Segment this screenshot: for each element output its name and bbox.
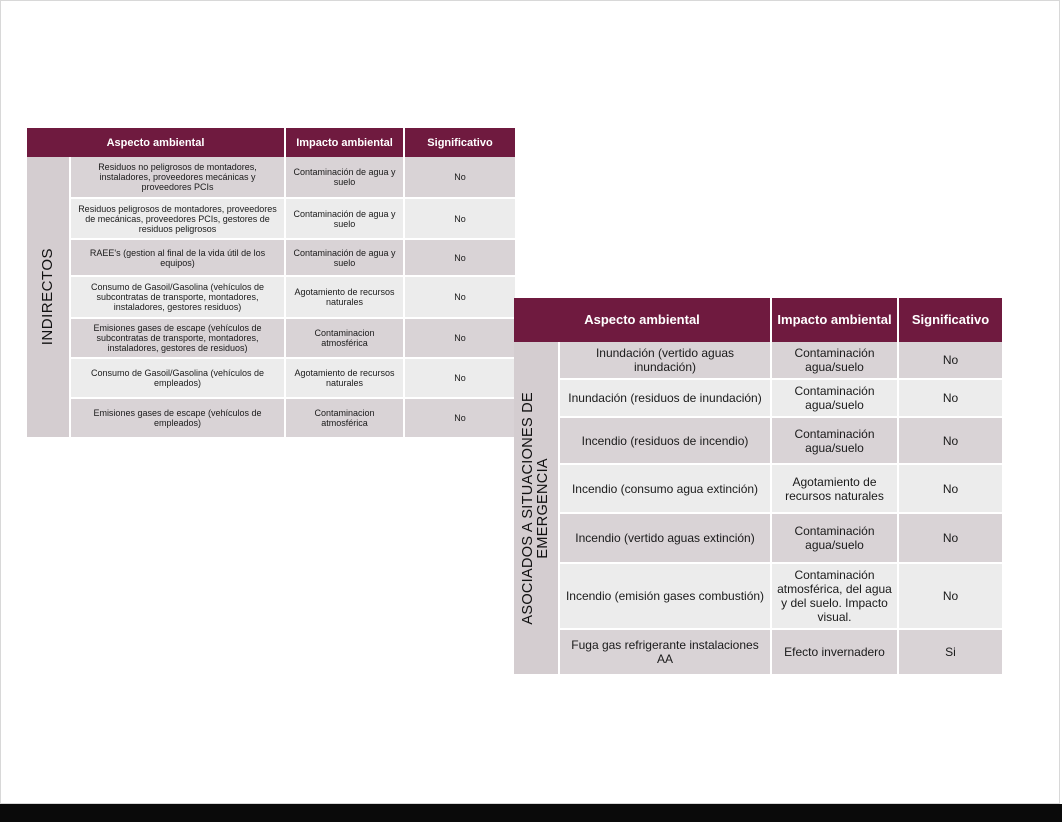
aspecto-cell: Inundación (residuos de inundación) [560, 380, 772, 418]
header-significativo: Significativo [405, 128, 515, 157]
significativo-cell: Si [899, 630, 1002, 676]
table-header-row [514, 298, 1002, 342]
impacto-cell: Contaminación de agua y suelo [286, 199, 405, 240]
header-impacto: Impacto ambiental [286, 128, 405, 157]
significativo-cell: No [405, 319, 515, 359]
impacto-cell: Contaminación de agua y suelo [286, 157, 405, 199]
aspecto-cell: Residuos peligrosos de montadores, proveedores de mecánicas, proveedores PCIs, gestores de residuos peligrosos [71, 199, 286, 240]
table-row [514, 630, 1002, 676]
significativo-cell: No [899, 465, 1002, 514]
category-label-line1: ASOCIADOS A SITUACIONES DE [519, 391, 536, 625]
category-label [521, 392, 551, 625]
significativo-cell: No [899, 418, 1002, 465]
category-cell [514, 342, 560, 676]
impacto-cell: Contaminación de agua y suelo [286, 240, 405, 277]
table-row [27, 319, 515, 359]
table-row [27, 240, 515, 277]
table-row [514, 564, 1002, 630]
impacto-cell: Contaminación atmosférica, del agua y del suelo. Impacto visual. [772, 564, 899, 630]
table-emergencia [514, 298, 1002, 676]
aspecto-cell: Incendio (emisión gases combustión) [560, 564, 772, 630]
table-header-row [27, 128, 515, 157]
significativo-cell: No [899, 380, 1002, 418]
significativo-cell: No [405, 399, 515, 439]
aspecto-cell: Emisiones gases de escape (vehículos de empleados) [71, 399, 286, 439]
aspecto-cell: Fuga gas refrigerante instalaciones AA [560, 630, 772, 676]
significativo-cell: No [899, 514, 1002, 564]
table-row [27, 277, 515, 319]
table-row [27, 359, 515, 399]
bottom-bar [0, 804, 1062, 822]
aspecto-cell: Incendio (consumo agua extinción) [560, 465, 772, 514]
impacto-cell: Contaminación agua/suelo [772, 380, 899, 418]
category-label-line2: EMERGENCIA [535, 457, 551, 559]
impacto-cell: Contaminacion atmosférica [286, 319, 405, 359]
significativo-cell: No [405, 359, 515, 399]
aspecto-cell: Emisiones gases de escape (vehículos de subcontratas de transporte, montadores, instaladores, gestores de residuos) [71, 319, 286, 359]
aspecto-cell: Consumo de Gasoil/Gasolina (vehículos de empleados) [71, 359, 286, 399]
category-cell [27, 157, 71, 439]
impacto-cell: Agotamiento de recursos naturales [286, 359, 405, 399]
aspecto-cell: RAEE's (gestion al final de la vida útil de los equipos) [71, 240, 286, 277]
table-row [514, 418, 1002, 465]
impacto-cell: Agotamiento de recursos naturales [286, 277, 405, 319]
significativo-cell: No [405, 240, 515, 277]
impacto-cell: Contaminación agua/suelo [772, 342, 899, 380]
table-row [514, 465, 1002, 514]
table-indirectos [27, 128, 515, 439]
aspecto-cell: Consumo de Gasoil/Gasolina (vehículos de subcontratas de transporte, montadores, instaladores, gestores residuos) [71, 277, 286, 319]
significativo-cell: No [899, 564, 1002, 630]
aspecto-cell: Residuos no peligrosos de montadores, instaladores, proveedores mecánicas y proveedores PCIs [71, 157, 286, 199]
impacto-cell: Contaminacion atmosférica [286, 399, 405, 439]
impacto-cell: Contaminación agua/suelo [772, 418, 899, 465]
aspecto-cell: Incendio (vertido aguas extinción) [560, 514, 772, 564]
table-row [27, 199, 515, 240]
significativo-cell: No [899, 342, 1002, 380]
impacto-cell: Efecto invernadero [772, 630, 899, 676]
significativo-cell: No [405, 157, 515, 199]
header-aspecto: Aspecto ambiental [27, 128, 286, 157]
header-impacto: Impacto ambiental [772, 298, 899, 342]
category-label: INDIRECTOS [39, 248, 57, 346]
table-row [27, 399, 515, 439]
table-row [514, 380, 1002, 418]
table-row [514, 342, 1002, 380]
significativo-cell: No [405, 277, 515, 319]
header-significativo: Significativo [899, 298, 1002, 342]
aspecto-cell: Inundación (vertido aguas inundación) [560, 342, 772, 380]
table-row [514, 514, 1002, 564]
aspecto-cell: Incendio (residuos de incendio) [560, 418, 772, 465]
impacto-cell: Contaminación agua/suelo [772, 514, 899, 564]
table-row [27, 157, 515, 199]
header-aspecto: Aspecto ambiental [514, 298, 772, 342]
impacto-cell: Agotamiento de recursos naturales [772, 465, 899, 514]
significativo-cell: No [405, 199, 515, 240]
